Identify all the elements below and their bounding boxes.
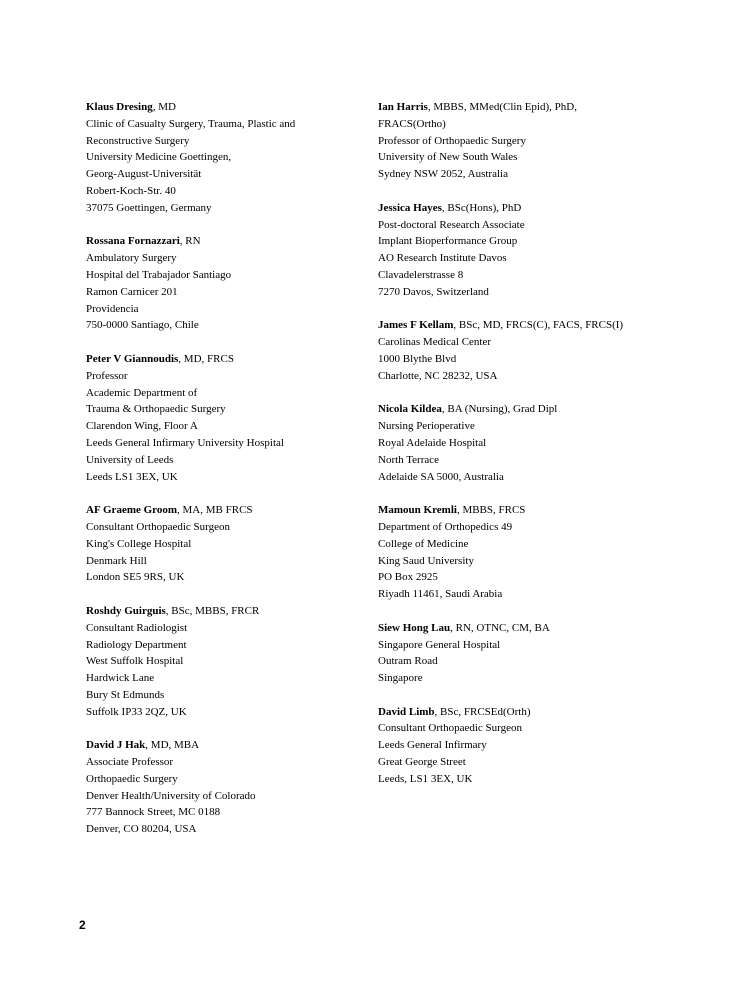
- contributor-address-line: Post-doctoral Research Associate: [378, 218, 525, 231]
- contributor-entry: [86, 603, 356, 721]
- page-number: 2: [79, 918, 86, 932]
- contributor-credentials: , MA, MB FRCS: [177, 504, 253, 517]
- contributor-credentials: , BSc(Hons), PhD: [441, 201, 522, 214]
- contributor-heading: [378, 704, 708, 721]
- contributor-name: James F Kellam: [378, 319, 454, 332]
- contributor-name: Peter V Giannoudis: [86, 352, 179, 365]
- contributor-address-line: Sydney NSW 2052, Australia: [378, 168, 508, 181]
- contributor-address-line: Professor of Orthopaedic Surgery: [378, 134, 526, 147]
- contributor-address-line: Ramon Carnicer 201: [86, 285, 178, 298]
- contributor-address-line: Consultant Orthopaedic Surgeon: [86, 520, 230, 533]
- contributor-entry: [378, 620, 708, 687]
- contributor-address-line: PO Box 2925: [378, 571, 438, 584]
- contributor-credentials: , BSc, MD, FRCS(C), FACS, FRCS(I): [453, 319, 624, 332]
- contributor-address-line: Ambulatory Surgery: [86, 252, 177, 265]
- contributor-address-line: Providencia: [86, 302, 139, 315]
- contributor-address-line: Suffolk IP33 2QZ, UK: [86, 705, 187, 718]
- contributor-name: Ian Harris: [378, 101, 428, 113]
- contributor-credentials: , MBBS, FRCS: [456, 504, 526, 517]
- contributor-address-line: Hardwick Lane: [86, 672, 155, 685]
- contributor-address-line: 7270 Davos, Switzerland: [378, 285, 489, 298]
- contributor-address-line: Department of Orthopedics 49: [378, 520, 513, 533]
- contributor-address-line: Leeds, LS1 3EX, UK: [378, 772, 473, 785]
- contributor-address-line: Denver Health/University of Colorado: [86, 789, 256, 802]
- contributor-name: Jessica Hayes: [378, 201, 442, 214]
- contributor-credentials: , BSc, MBBS, FRCR: [165, 604, 260, 617]
- contributor-address-line: London SE5 9RS, UK: [86, 571, 185, 584]
- contributor-address-line: College of Medicine: [378, 537, 469, 550]
- contributor-address-line: Leeds General Infirmary: [378, 739, 487, 752]
- contributor-address-line: Outram Road: [378, 655, 438, 668]
- contributor-entry: [378, 502, 708, 603]
- contributor-credentials: , MD, FRCS: [178, 352, 234, 365]
- contributor-address-line: Leeds LS1 3EX, UK: [86, 470, 178, 483]
- contributor-heading: [378, 620, 708, 637]
- contributor-address-line: Associate Professor: [86, 756, 174, 769]
- contributor-address-line: Denmark Hill: [86, 554, 147, 567]
- contributor-address-line: Charlotte, NC 28232, USA: [378, 369, 498, 382]
- contributor-entry: [86, 737, 356, 838]
- contributor-address-line: Nursing Perioperative: [378, 420, 475, 433]
- contributor-address-line: Riyadh 11461, Saudi Arabia: [378, 588, 503, 601]
- contributor-entry: [378, 200, 708, 301]
- contributor-entry: [86, 351, 356, 485]
- contributor-name: David J Hak: [86, 739, 146, 752]
- contributor-heading: [86, 351, 356, 368]
- contributor-address-line: Adelaide SA 5000, Australia: [378, 470, 504, 483]
- contributor-address-line: Reconstructive Surgery: [86, 134, 190, 147]
- left-column: [86, 99, 356, 855]
- contributor-heading: [86, 233, 356, 250]
- contributor-name: Rossana Fornazzari: [86, 235, 180, 248]
- contributor-credentials: , BA (Nursing), Grad Dipl: [441, 403, 558, 416]
- contributor-heading: [378, 317, 708, 334]
- contributor-heading: [378, 401, 708, 418]
- contributor-heading: [86, 737, 356, 754]
- contributor-address-line: King Saud University: [378, 554, 474, 567]
- contributor-credentials: , RN: [179, 235, 201, 248]
- contributor-heading: [86, 99, 356, 116]
- contributor-entry: [378, 704, 708, 788]
- contributor-address-line: Professor: [86, 369, 128, 382]
- contributor-heading: [86, 603, 356, 620]
- right-column: [378, 99, 708, 804]
- contributor-name: AF Graeme Groom: [86, 504, 178, 517]
- contributor-name: David Limb: [378, 705, 435, 718]
- contributor-name: Siew Hong Lau: [378, 621, 451, 634]
- contributor-address-line: Royal Adelaide Hospital: [378, 436, 487, 449]
- contributor-address-line: Consultant Radiologist: [86, 621, 188, 634]
- contributor-heading: [378, 200, 708, 217]
- contributor-address-line: Denver, CO 80204, USA: [86, 823, 197, 836]
- contributor-address-line: FRACS(Ortho): [378, 117, 446, 130]
- contributor-heading: [378, 99, 708, 116]
- contributor-address-line: Georg-August-Universität: [86, 168, 202, 181]
- contributor-address-line: Orthopaedic Surgery: [86, 772, 178, 785]
- contributor-address-line: Robert-Koch-Str. 40: [86, 184, 176, 197]
- contributor-address-line: North Terrace: [378, 453, 440, 466]
- contributor-credentials: , BSc, FRCSEd(Orth): [434, 705, 531, 718]
- contributor-address-line: Great George Street: [378, 756, 466, 769]
- contributor-address-line: University of Leeds: [86, 453, 174, 466]
- contributor-address-line: Clavadelerstrasse 8: [378, 268, 464, 281]
- contributor-entry: [86, 99, 356, 217]
- contributor-address-line: University Medicine Goettingen,: [86, 151, 232, 164]
- contributor-entry: [378, 317, 708, 384]
- contributor-address-line: Academic Department of: [86, 386, 198, 399]
- contributor-name: Klaus Dresing: [86, 101, 153, 113]
- contributor-address-line: Leeds General Infirmary University Hospital: [86, 436, 284, 449]
- contributor-address-line: Bury St Edmunds: [86, 688, 165, 701]
- contributor-address-line: Radiology Department: [86, 638, 187, 651]
- contributor-credentials: , MBBS, MMed(Clin Epid), PhD,: [427, 101, 577, 113]
- contributor-address-line: Trauma & Orthopaedic Surgery: [86, 403, 226, 416]
- contributor-address-line: 1000 Blythe Blvd: [378, 352, 457, 365]
- contributor-credentials: , MD, MBA: [145, 739, 200, 752]
- contributor-entry: [86, 502, 356, 586]
- contributor-address-line: University of New South Wales: [378, 151, 518, 164]
- contributor-address-line: 37075 Goettingen, Germany: [86, 201, 212, 214]
- contributor-address-line: Singapore: [378, 672, 423, 685]
- contributor-name: Roshdy Guirguis: [86, 604, 166, 617]
- contributor-entry: [86, 233, 356, 334]
- contributor-credentials: , MD: [152, 101, 176, 113]
- contributor-address-line: West Suffolk Hospital: [86, 655, 184, 668]
- contributor-heading: [378, 502, 708, 519]
- contributor-address-line: Singapore General Hospital: [378, 638, 501, 651]
- contributor-name: Nicola Kildea: [378, 403, 442, 416]
- contributor-address-line: King's College Hospital: [86, 537, 192, 550]
- contributor-address-line: Consultant Orthopaedic Surgeon: [378, 722, 522, 735]
- contributor-credentials: , RN, OTNC, CM, BA: [450, 621, 550, 634]
- contributor-address-line: Carolinas Medical Center: [378, 336, 492, 349]
- contributor-address-line: AO Research Institute Davos: [378, 252, 507, 265]
- contributor-address-line: Hospital del Trabajador Santiago: [86, 268, 232, 281]
- contributor-entry: [378, 99, 708, 183]
- contributor-address-line: 777 Bannock Street, MC 0188: [86, 806, 221, 819]
- contributor-address-line: Implant Bioperformance Group: [378, 235, 518, 248]
- contributor-address-line: Clarendon Wing, Floor A: [86, 420, 198, 433]
- contributor-name: Mamoun Kremli: [378, 504, 457, 517]
- contributor-address-line: 750-0000 Santiago, Chile: [86, 319, 199, 332]
- contributor-address-line: Clinic of Casualty Surgery, Trauma, Plastic and: [86, 117, 296, 130]
- contributor-entry: [378, 401, 708, 485]
- contributor-heading: [86, 502, 356, 519]
